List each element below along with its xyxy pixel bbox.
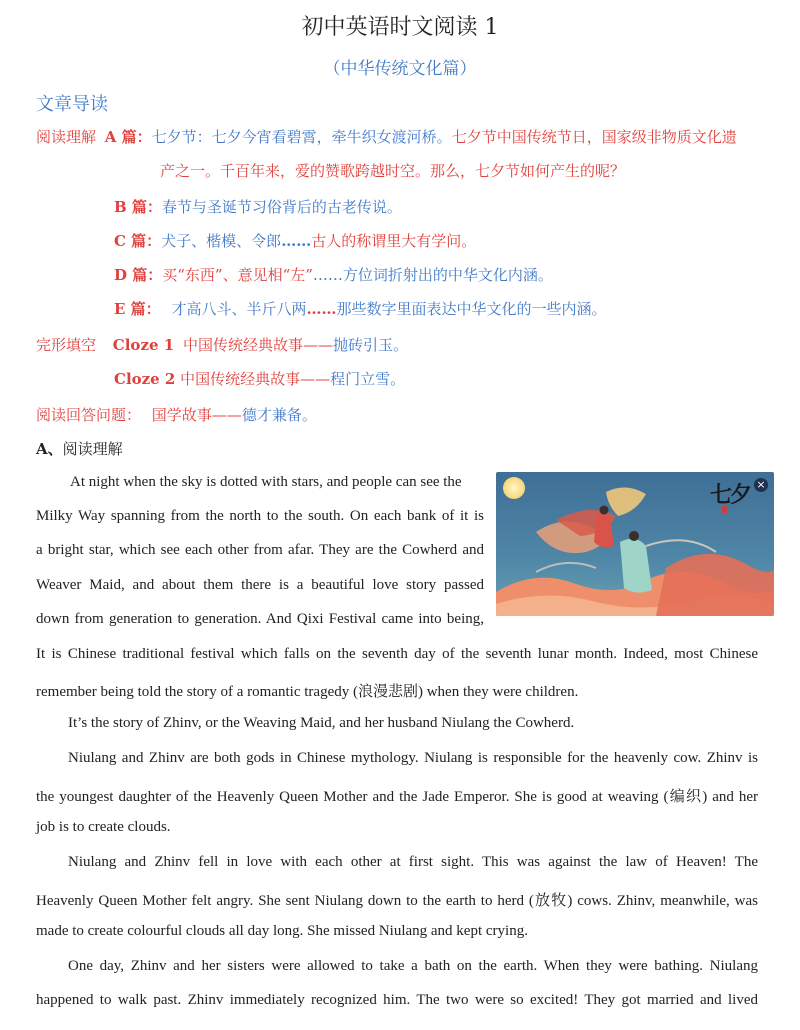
section-a-heading: [36, 438, 123, 459]
passage-line-16: happened to walk past. Zhinv immediately recognized him. The two were so excited! They got married and lived: [36, 992, 758, 1008]
e-dots: ……: [306, 300, 337, 318]
passage-line-4: Weaver Maid, and about them there is a beautiful love story passed: [36, 577, 484, 593]
c-label: C 篇：: [114, 232, 162, 250]
guide-answer: [36, 404, 317, 425]
qixi-calligraphy: 七夕: [710, 482, 751, 508]
e-text-a: 才高八斗、半斤八两: [171, 300, 307, 318]
close-icon[interactable]: ×: [754, 478, 768, 492]
a-text-1a: 七夕节：七夕今宵看碧霄，牵牛织女渡河桥。: [151, 128, 452, 146]
cloze2-text-b: 程门立雪。: [330, 370, 406, 388]
section-a-title: 阅读理解: [62, 440, 123, 458]
guide-item-d: [114, 264, 553, 285]
answer-text-b: 德才兼备。: [241, 406, 317, 424]
answer-text-a: 国学故事——: [151, 406, 242, 424]
d-label: D 篇：: [114, 266, 163, 284]
passage-line-5: down from generation to generation. And Qixi Festival came into being,: [36, 611, 484, 627]
cloze-label: 完形填空: [36, 336, 97, 354]
passage-line-15: One day, Zhinv and her sisters were allowed to take a bath on the earth. When they were bathing. Niulang: [68, 958, 758, 974]
a-text-1b: 七夕节中国传统节日，国家级非物质文化遗: [451, 128, 737, 146]
guide-item-c: [114, 230, 476, 251]
c-text-b: 古人的称谓里大有学问。: [311, 232, 477, 250]
b-text: 春节与圣诞节习俗背后的古老传说。: [161, 198, 402, 216]
passage-line-13: Heavenly Queen Mother felt angry. She sent Niulang down to the earth to herd (放牧) cows. Zhinv, meanwhile, was: [36, 893, 758, 909]
passage-line-6: It is Chinese traditional festival which falls on the seventh day of the seventh lunar month. Indeed, most Chinese: [36, 646, 758, 662]
cloze1-text-b: 抛砖引玉。: [332, 336, 408, 354]
passage-line-14: made to create colourful clouds all day long. She missed Niulang and kept crying.: [36, 923, 528, 939]
document-subtitle: （中华传统文化篇）: [323, 59, 477, 79]
guide-cloze-2: [114, 368, 405, 389]
passage-line-11: job is to create clouds.: [36, 819, 171, 835]
answer-label: 阅读回答问题：: [36, 406, 142, 424]
e-text-b: 那些数字里面表达中华文化的一些内涵。: [336, 300, 607, 318]
d-text-b: ……方位词折射出的中华文化内涵。: [312, 266, 553, 284]
cloze2-label: Cloze 2: [114, 370, 176, 388]
section-a-letter: A、: [36, 440, 63, 458]
qixi-illustration: [496, 472, 774, 616]
cloze2-text-a: 中国传统经典故事——: [180, 370, 331, 388]
guide-cloze-1: [36, 334, 408, 355]
a-text-2: 产之一。千百年来，爱的赞歌跨越时空。那么，七夕节如何产生的呢？: [160, 162, 626, 180]
cloze1-text-a: 中国传统经典故事——: [182, 336, 333, 354]
guide-item-e: [114, 298, 606, 319]
b-label: B 篇：: [114, 198, 162, 216]
passage-line-2: Milky Way spanning from the north to the south. On each bank of it is: [36, 508, 484, 524]
a-label: A 篇：: [104, 128, 152, 146]
guide-item-a: [36, 126, 737, 147]
reading-label: 阅读理解: [36, 128, 97, 146]
c-text-a: 犬子、楷模、令郎: [161, 232, 282, 250]
passage-line-10: the youngest daughter of the Heavenly Queen Mother and the Jade Emperor. She is good at weaving (编织) and her: [36, 789, 758, 805]
passage-line-12: Niulang and Zhinv fell in love with each other at first sight. This was against the law of Heaven! The: [68, 854, 758, 870]
passage-line-1: At night when the sky is dotted with stars, and people can see the: [70, 474, 462, 490]
guide-heading: 文章导读: [36, 94, 108, 115]
document-title: 初中英语时文阅读 1: [301, 15, 499, 40]
passage-line-7: remember being told the story of a romantic tragedy (浪漫悲剧) when they were children.: [36, 684, 579, 700]
guide-item-b: [114, 196, 402, 217]
passage-line-9: Niulang and Zhinv are both gods in Chinese mythology. Niulang is responsible for the heavenly cow. Zhinv is: [68, 750, 758, 766]
passage-line-8: It’s the story of Zhinv, or the Weaving Maid, and her husband Niulang the Cowherd.: [68, 715, 575, 731]
cloze1-label: Cloze 1: [112, 336, 175, 354]
e-label: E 篇：: [114, 300, 161, 318]
c-dots: ……: [281, 232, 312, 250]
d-text-a: 买“东西”、意见相“左”: [162, 266, 313, 284]
passage-line-3: a bright star, which see each other from afar. They are the Cowherd and: [36, 542, 484, 558]
